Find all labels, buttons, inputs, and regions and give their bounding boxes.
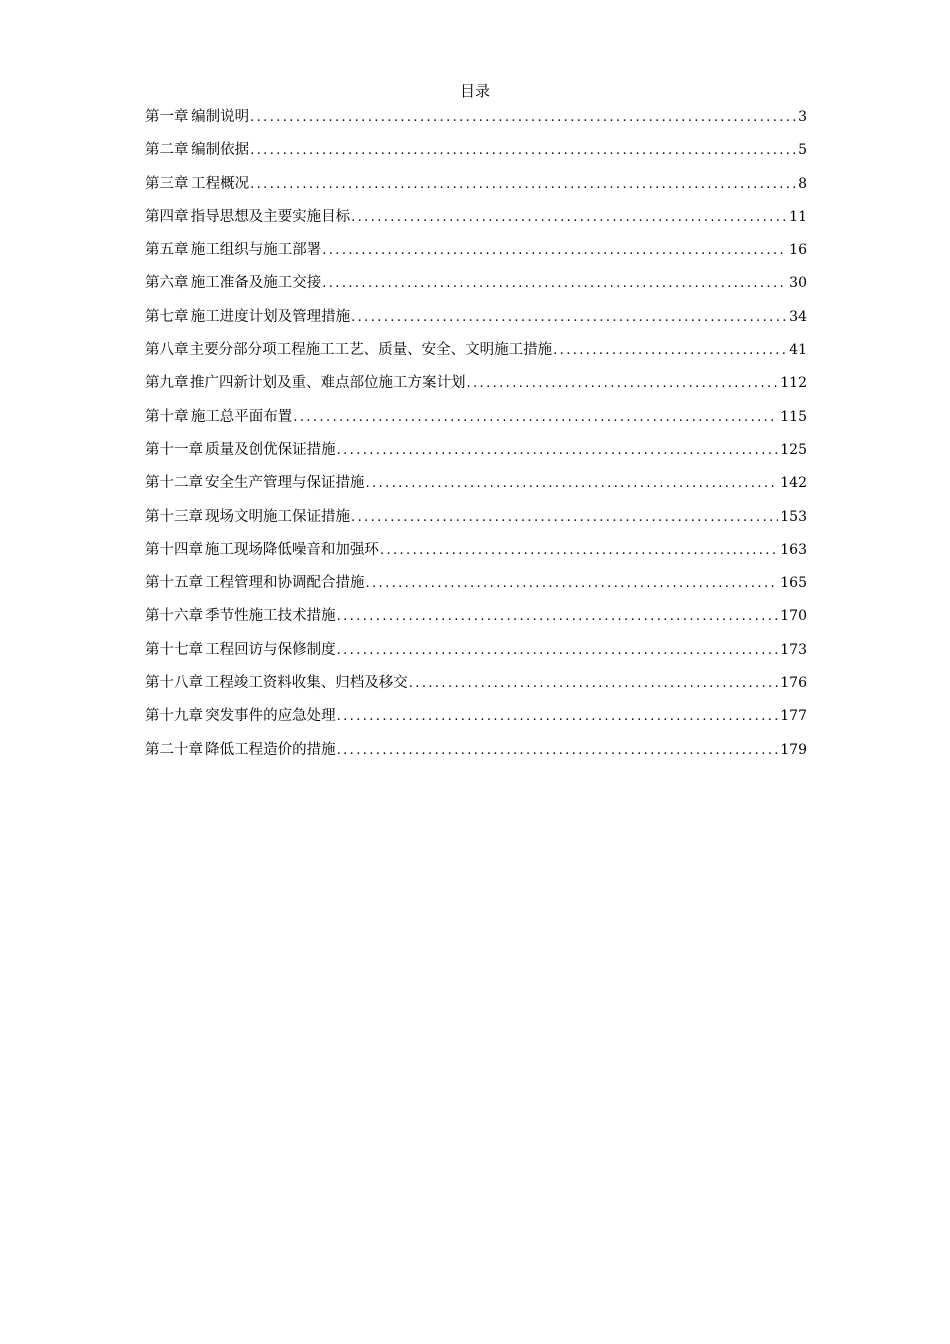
toc-chapter-heading: 工程竣工资料收集、归档及移交 <box>204 675 408 692</box>
toc-entry[interactable] <box>145 639 807 672</box>
toc-chapter-number: 第十二章 <box>145 475 203 492</box>
toc-chapter-number: 第十一章 <box>145 441 203 458</box>
toc-chapter-number: 第三章 <box>145 175 189 192</box>
toc-page-number: 176 <box>780 675 807 692</box>
toc-chapter-heading: 工程回访与保修制度 <box>205 641 336 658</box>
toc-chapter-heading: 突发事件的应急处理 <box>205 708 336 725</box>
toc-chapter-number: 第一章 <box>145 109 189 125</box>
toc-chapter-heading: 施工现场降低噪音和加强环 <box>204 541 379 558</box>
toc-chapter-number: 第十六章 <box>145 608 203 625</box>
toc-entry[interactable] <box>145 539 807 572</box>
toc-entry[interactable] <box>145 206 807 239</box>
toc-chapter-number: 第五章 <box>145 242 189 259</box>
toc-page-number: 115 <box>780 408 807 425</box>
toc-title: 目录 <box>459 82 490 100</box>
toc-chapter-number: 第六章 <box>145 275 189 292</box>
toc-chapter-heading: 降低工程造价的措施 <box>205 741 336 758</box>
toc-entry[interactable] <box>145 173 807 206</box>
toc-page-number: 177 <box>780 708 807 725</box>
toc-entry[interactable] <box>145 372 807 405</box>
toc-chapter-heading: 主要分部分项工程施工工艺、质量、安全、文明施工措施 <box>189 342 553 359</box>
toc-chapter-number: 第十七章 <box>145 641 203 658</box>
toc-chapter-heading: 施工组织与施工部署 <box>190 242 322 259</box>
toc-chapter-heading: 季节性施工技术措施 <box>205 608 336 625</box>
toc-dot-leader <box>293 407 778 429</box>
toc-chapter-heading: 工程概况 <box>191 175 250 192</box>
toc-page-number: 170 <box>780 608 807 625</box>
toc-dot-leader <box>337 606 779 628</box>
toc-dot-leader <box>337 706 779 728</box>
toc-chapter-heading: 施工准备及施工交接 <box>190 275 322 292</box>
toc-page-number: 8 <box>798 175 807 192</box>
toc-dot-leader <box>466 373 778 395</box>
toc-page-number: 153 <box>780 508 807 525</box>
toc-entry[interactable] <box>145 439 807 472</box>
toc-page-number: 125 <box>780 441 807 458</box>
toc-entry[interactable] <box>145 672 807 705</box>
toc-entry[interactable] <box>145 272 807 305</box>
toc-chapter-heading: 质量及创优保证措施 <box>205 441 336 458</box>
toc-dot-leader <box>250 174 796 196</box>
toc-entry[interactable] <box>145 139 807 172</box>
toc-chapter-number: 第九章 <box>145 375 189 392</box>
toc-dot-leader <box>365 473 778 495</box>
toc-page-number: 16 <box>789 242 807 259</box>
toc-entry[interactable] <box>145 605 807 638</box>
toc-chapter-number: 第二章 <box>145 142 189 159</box>
toc-page-number: 163 <box>780 541 807 558</box>
toc-page-number: 112 <box>780 375 807 392</box>
toc-dot-leader <box>553 340 787 362</box>
toc-page-number: 34 <box>789 308 807 325</box>
toc-chapter-heading: 施工总平面布置 <box>190 408 293 425</box>
toc-page-number: 3 <box>798 109 807 125</box>
toc-chapter-heading: 编制依据 <box>191 142 250 159</box>
toc-entry[interactable] <box>145 239 807 272</box>
toc-chapter-number: 第十章 <box>145 408 189 425</box>
toc-dot-leader <box>337 740 779 762</box>
toc-dot-leader <box>365 573 778 595</box>
toc-entry[interactable] <box>145 739 807 772</box>
toc-entry[interactable] <box>145 306 807 339</box>
toc-page-number: 179 <box>780 741 807 758</box>
toc-dot-leader <box>322 273 787 295</box>
toc-chapter-number: 第八章 <box>145 342 189 359</box>
toc-chapter-number: 第十九章 <box>145 708 203 725</box>
toc-dot-leader <box>351 307 787 329</box>
toc-chapter-heading: 工程管理和协调配合措施 <box>204 575 365 592</box>
toc-entry[interactable] <box>145 106 807 139</box>
toc-chapter-heading: 指导思想及主要实施目标 <box>190 208 351 225</box>
toc-dot-leader <box>351 207 787 229</box>
toc-dot-leader <box>250 107 796 129</box>
toc-chapter-heading: 编制说明 <box>191 109 250 125</box>
toc-chapter-number: 第十四章 <box>145 541 203 558</box>
toc-dot-leader <box>250 140 796 162</box>
toc-chapter-number: 第四章 <box>145 208 189 225</box>
toc-chapter-number: 第十三章 <box>145 508 203 525</box>
toc-chapter-heading: 推广四新计划及重、难点部位施工方案计划 <box>189 375 466 392</box>
toc-chapter-number: 第十五章 <box>145 575 203 592</box>
toc-chapter-number: 第七章 <box>145 308 189 325</box>
toc-dot-leader <box>380 540 778 562</box>
toc-entry[interactable] <box>145 472 807 505</box>
toc-entry[interactable] <box>145 406 807 439</box>
toc-entry[interactable] <box>145 572 807 605</box>
toc-dot-leader <box>337 640 779 662</box>
toc-list <box>145 106 807 772</box>
toc-entry[interactable] <box>145 339 807 372</box>
toc-page-number: 142 <box>780 475 807 492</box>
toc-entry[interactable] <box>145 705 807 738</box>
toc-page-number: 173 <box>780 641 807 658</box>
toc-chapter-number: 第二十章 <box>145 741 203 758</box>
toc-page-number: 11 <box>789 208 807 225</box>
toc-page-number: 165 <box>780 575 807 592</box>
toc-dot-leader <box>322 240 787 262</box>
toc-dot-leader <box>409 673 779 695</box>
toc-chapter-heading: 施工进度计划及管理措施 <box>190 308 351 325</box>
toc-chapter-heading: 安全生产管理与保证措施 <box>204 475 365 492</box>
toc-page-number: 5 <box>798 142 807 159</box>
toc-page-number: 30 <box>789 275 807 292</box>
toc-page-number: 41 <box>789 342 807 359</box>
toc-chapter-heading: 现场文明施工保证措施 <box>205 508 351 525</box>
toc-dot-leader <box>351 507 778 529</box>
toc-dot-leader <box>337 440 779 462</box>
toc-entry[interactable] <box>145 506 807 539</box>
toc-chapter-number: 第十八章 <box>145 675 203 692</box>
